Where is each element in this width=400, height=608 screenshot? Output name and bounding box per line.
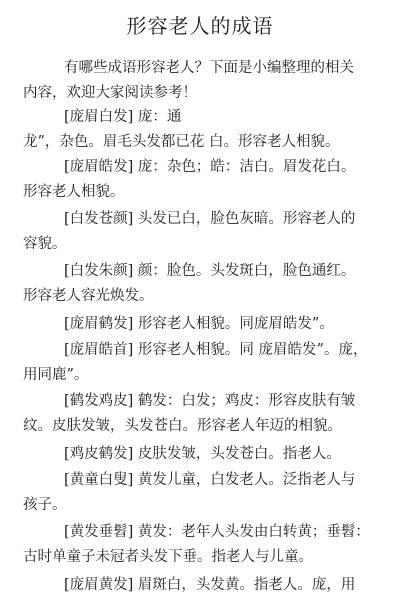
paragraph-line: [庞眉皓发] 庞：杂色；皓：洁白。眉发花白。 [64,159,356,175]
paragraph-line: [庞眉黄发] 眉斑白，头发黄。指老人。庞，用 [64,577,356,593]
paragraph-line: [白发苍颜] 头发已白，脸色灰暗。形容老人的 [64,211,356,227]
paragraph-line: 纹。皮肤发皱，头发苍白。形容老人年迈的相貌。 [23,418,342,434]
paragraph-line: [黄发垂髫] 黄发：老年人头发由白转黄；垂髫： [64,524,370,540]
paragraph-line: [黄童白叟] 黄发儿童，白发老人。泛指老人与 [64,472,356,488]
paragraph-line: 孩子。 [23,497,67,513]
paragraph-line: [庞眉白发] 庞：通 [64,109,182,125]
paragraph-line: 形容老人相貌。 [23,184,125,200]
paragraph-line: 龙”，杂色。眉毛头发都已花 白。形容老人相貌。 [23,134,340,150]
article-title: 形容老人的成语 [126,14,274,38]
paragraph-line: [鹤发鸡皮] 鹤发：白发；鸡皮：形容皮肤有皱 [64,393,356,409]
paragraph-line: [庞眉皓首] 形容老人相貌。同 庞眉皓发”。庞， [64,342,368,358]
paragraph-line: [庞眉鹤发] 形容老人相貌。同庞眉皓发”。 [64,316,334,332]
paragraph-line: [鸡皮鹤发] 皮肤发皱，头发苍白。指老人。 [64,446,341,462]
paragraph-line: 内容，欢迎大家阅读参考！ [23,85,197,101]
paragraph-line: 用同鹿”。 [23,367,89,383]
paragraph-line: 形容老人容光焕发。 [23,288,154,304]
paragraph-line: 古时单童子未冠者头发下垂。指老人与儿童。 [23,549,313,565]
paragraph-line: 容貌。 [23,236,67,252]
paragraph-line: [白发朱颜] 颜：脸色。头发斑白，脸色通红。 [64,263,356,279]
paragraph-line: 有哪些成语形容老人？下面是小编整理的相关 [64,60,354,76]
